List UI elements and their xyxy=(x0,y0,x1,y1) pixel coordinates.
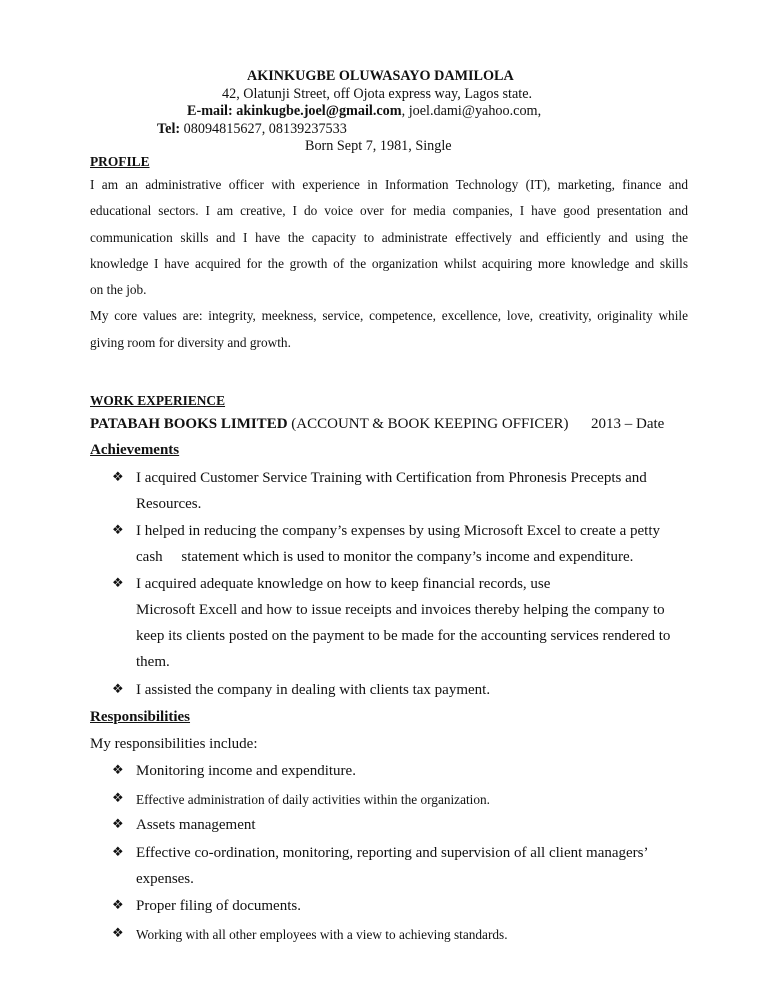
diamond-bullet-icon: ❖ xyxy=(112,523,124,538)
tel-label: Tel: xyxy=(157,121,184,137)
tel-numbers: 08094815627, 08139237533 xyxy=(183,121,347,137)
diamond-bullet-icon: ❖ xyxy=(112,763,124,778)
email-label: E-mail: xyxy=(187,103,237,119)
achievement-text: I helped in reducing the company’s expenses by using Microsoft Excel to create a petty xyxy=(136,523,661,539)
achievement-text: Resources. xyxy=(136,496,202,512)
job-title-line xyxy=(90,416,569,433)
achievement-text: I assisted the company in dealing with clients tax payment. xyxy=(136,682,491,698)
achievements-heading: Achievements xyxy=(90,442,180,458)
profile-line: on the job. xyxy=(90,282,147,298)
responsibility-text: Effective co-ordination, monitoring, reporting and supervision of all client managers’ xyxy=(136,845,649,861)
diamond-bullet-icon: ❖ xyxy=(112,791,124,806)
email-primary-link[interactable]: akinkugbe.joel@gmail.com xyxy=(236,103,402,119)
diamond-bullet-icon: ❖ xyxy=(112,682,124,697)
job-role: (ACCOUNT & BOOK KEEPING OFFICER) xyxy=(287,416,569,432)
email-line xyxy=(187,103,541,120)
company-name: PATABAH BOOKS LIMITED xyxy=(90,416,288,432)
diamond-bullet-icon: ❖ xyxy=(112,845,124,860)
responsibility-text: Proper filing of documents. xyxy=(136,898,301,914)
diamond-bullet-icon: ❖ xyxy=(112,898,124,913)
address-line: 42, Olatunji Street, off Ojota express way, Lagos state. xyxy=(222,86,533,102)
responsibility-text: Assets management xyxy=(136,817,256,833)
diamond-bullet-icon: ❖ xyxy=(112,470,124,485)
profile-line: educational sectors. I am creative, I do voice over for media companies, I have good presentation and xyxy=(90,203,688,219)
responsibility-text: Monitoring income and expenditure. xyxy=(136,763,356,779)
profile-line: communication skills and I have the capacity to administrate effectively and efficiently and using the xyxy=(90,229,688,245)
diamond-bullet-icon: ❖ xyxy=(112,817,124,832)
achievement-text: I acquired adequate knowledge on how to keep financial records, use xyxy=(136,576,551,592)
email-secondary-link[interactable]: , joel.dami@yahoo.com, xyxy=(401,103,542,119)
profile-line: I am an administrative officer with experience in Information Technology (IT), marketing, finance and xyxy=(90,177,688,192)
achievement-text: them. xyxy=(136,654,170,670)
core-values-line: My core values are: integrity, meekness, service, competence, excellence, love, creativity, originality while xyxy=(90,308,688,324)
diamond-bullet-icon: ❖ xyxy=(112,926,124,941)
profile-heading: PROFILE xyxy=(90,154,150,169)
responsibility-text: Working with all other employees with a view to achieving standards. xyxy=(136,927,508,942)
tel-line xyxy=(157,121,347,138)
resume-name: AKINKUGBE OLUWASAYO DAMILOLA xyxy=(247,68,514,84)
responsibilities-heading: Responsibilities xyxy=(90,709,191,725)
achievement-text: keep its clients posted on the payment to be made for the accounting services rendered to xyxy=(136,628,671,644)
profile-paragraph xyxy=(90,172,688,356)
achievement-text: Microsoft Excell and how to issue receipts and invoices thereby helping the company to xyxy=(136,602,665,618)
profile-line: knowledge I have acquired for the growth of the organization whilst acquiring more knowledge and skills xyxy=(90,255,688,271)
responsibilities-intro: My responsibilities include: xyxy=(90,736,258,752)
responsibility-text: Effective administration of daily activities within the organization. xyxy=(136,792,490,807)
achievement-text: cash statement which is used to monitor the company’s income and expenditure. xyxy=(136,549,634,565)
job-period: 2013 – Date xyxy=(591,416,665,432)
birth-line: Born Sept 7, 1981, Single xyxy=(305,138,452,154)
diamond-bullet-icon: ❖ xyxy=(112,576,124,591)
achievement-text: I acquired Customer Service Training with Certification from Phronesis Precepts and xyxy=(136,470,647,486)
work-experience-heading: WORK EXPERIENCE xyxy=(90,393,226,408)
core-values-line: giving room for diversity and growth. xyxy=(90,334,291,350)
responsibility-text: expenses. xyxy=(136,871,194,887)
